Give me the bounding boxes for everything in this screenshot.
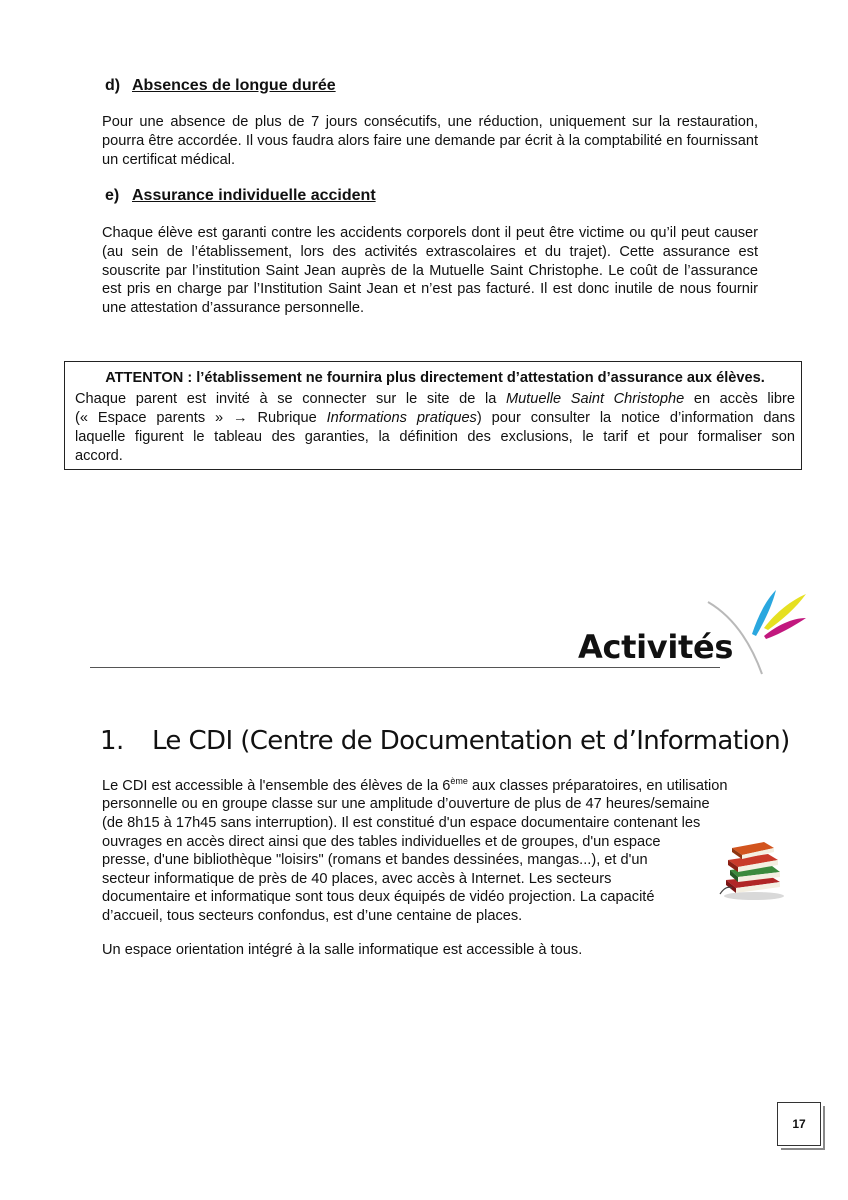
cdi-line-1 — [102, 772, 727, 795]
insurance-notice-box — [64, 361, 802, 470]
cdi-line-8: d’accueil, tous secteurs confondus, est d’une centaine de places. — [102, 908, 523, 925]
notice-rubrique: Informations pratiques — [326, 410, 477, 426]
notice-line-3: laquelle figurent le tableau des garanties, la définition des exclusions, le tarif et pour formaliser son — [75, 429, 795, 445]
page-number: 17 — [777, 1102, 821, 1146]
books-stack-icon — [718, 836, 788, 902]
notice-line-1-a: Chaque parent est invité à se connecter sur le site de la — [75, 391, 506, 407]
cdi-line-2: personnelle ou en groupe classe sur une amplitude d’ouverture de plus de 47 heures/semaine — [102, 796, 710, 813]
cdi-heading-title: Le CDI (Centre de Documentation et d’Information) — [152, 726, 790, 756]
notice-link-mutuelle: Mutuelle Saint Christophe — [505, 391, 685, 407]
cdi-superscript: ème — [450, 776, 468, 786]
cdi-orientation-text: Un espace orientation intégré à la salle informatique est accessible à tous. — [102, 942, 583, 958]
notice-line-1 — [75, 390, 795, 409]
section-e-letter: e) — [105, 187, 120, 204]
notice-body — [75, 390, 795, 466]
section-e-title: Assurance individuelle accident — [132, 187, 376, 204]
notice-line-2-a: (« Espace parents » → Rubrique — [75, 410, 327, 426]
section-d-letter: d) — [105, 77, 121, 94]
cdi-description — [102, 772, 727, 926]
cdi-line-3: (de 8h15 à 17h45 sans interruption). Il est constitué d'un espace documentaire contenant les — [102, 815, 701, 832]
brush-stroke-blue — [752, 590, 776, 636]
section-d-title: Absences de longue durée — [132, 77, 336, 94]
cdi-heading-number: 1. — [100, 726, 124, 756]
cdi-heading — [100, 726, 790, 756]
notice-line-2 — [75, 409, 795, 428]
cdi-line-6: secteur informatique de près de 40 places, avec accès à Internet. Les secteurs — [102, 870, 612, 887]
cdi-line-1-b: aux classes préparatoires, en utilisation — [467, 777, 728, 794]
cdi-line-5: presse, d'une bibliothèque "loisirs" (romans et bandes dessinées, mangas...), et d'un — [102, 852, 648, 869]
section-e-text: Chaque élève est garanti contre les accidents corporels dont il peut être victime ou qu’il peut causer (au sein de l’établissement, lors des activités extrascolaires et du trajet). Cette assurance est souscrite par l’institution Saint Jean auprès de la Mutuelle Saint Christophe. Le coût de l’assurance est pris en charge par l’Institution Saint Jean et n’est pas facturé. Il est donc inutile de nous fournir une attestation d’assurance personnelle. — [102, 225, 758, 317]
notice-line-1-b: en accès libre — [684, 391, 795, 407]
section-title-activites: Activités — [578, 628, 734, 666]
notice-line-4: accord. — [75, 448, 123, 464]
section-e-heading — [105, 187, 376, 205]
section-d-heading — [105, 77, 336, 95]
cdi-line-4: ouvrages en accès direct ainsi que des tables individuelles et de groupes, d'un espace — [102, 833, 661, 850]
notice-line-2-b: ) pour consulter la notice d’information dans — [476, 410, 795, 426]
section-divider — [90, 667, 720, 668]
cdi-line-1-a: Le CDI est accessible à l'ensemble des élèves de la 6 — [102, 777, 451, 794]
cdi-line-7: documentaire et informatique sont tous deux équipés de vidéo projection. La capacité — [102, 889, 655, 906]
notice-title: ATTENTON : l’établissement ne fournira plus directement d’attestation d’assurance aux élèves. — [105, 370, 765, 386]
section-d-text: Pour une absence de plus de 7 jours consécutifs, une réduction, uniquement sur la restauration, pourra être accordée. Il vous faudra alors faire une demande par écrit à la comptabilité en fournissant un certificat médical. — [102, 114, 758, 168]
